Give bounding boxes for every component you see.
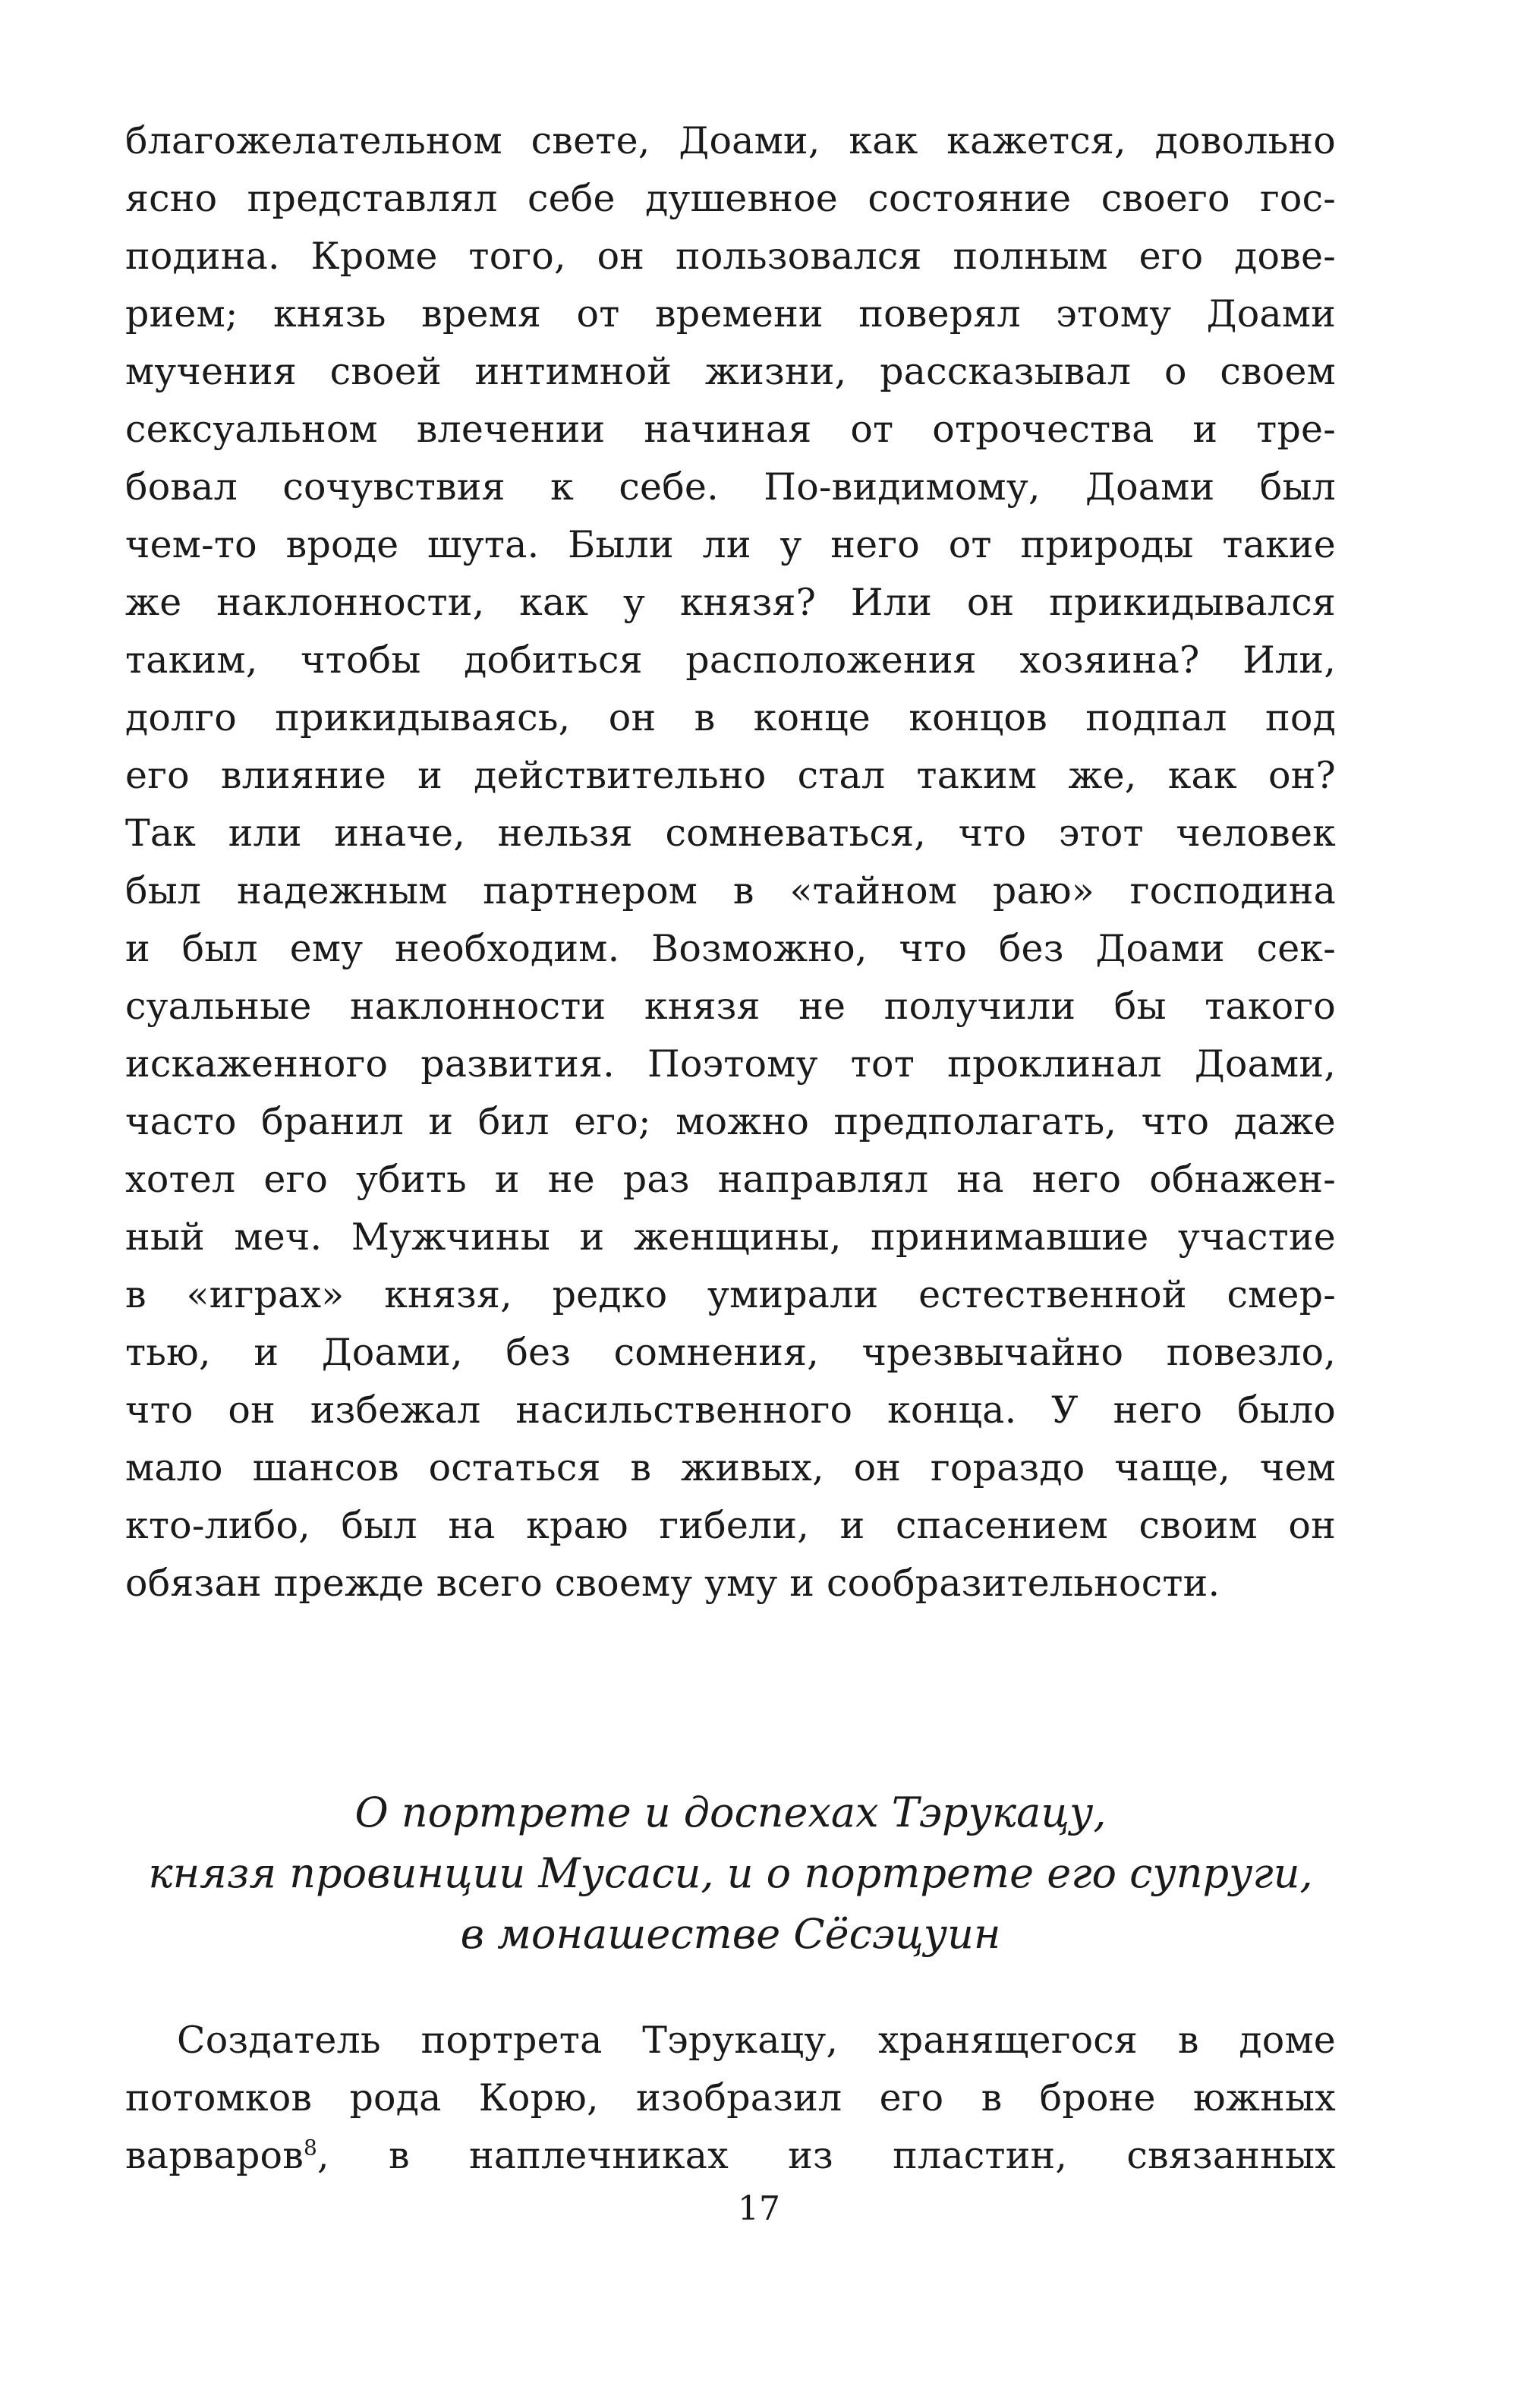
section-line: потомков рода Корю, изобразил его в броне южных bbox=[125, 2076, 1336, 2120]
section-heading bbox=[114, 1782, 1347, 1965]
paragraph-line: искаженного развития. Поэтому тот проклинал Доами, bbox=[125, 1042, 1336, 1086]
paragraph-line: и был ему необходим. Возможно, что без Доами сек- bbox=[125, 927, 1336, 970]
page-number: 17 bbox=[738, 2189, 780, 2228]
paragraph-line: его влияние и действительно стал таким же, как он? bbox=[125, 754, 1336, 797]
section-paragraph bbox=[125, 2012, 1336, 2185]
section-line-text: варваров bbox=[125, 2134, 304, 2177]
section-line: Создатель портрета Тэрукацу, хранящегося в доме bbox=[177, 2019, 1336, 2062]
paragraph-line: таким, чтобы добиться расположения хозяина? Или, bbox=[125, 638, 1336, 682]
footnote-marker: 8 bbox=[304, 2135, 318, 2161]
paragraph-line: мучения своей интимной жизни, рассказывал о своем bbox=[125, 350, 1336, 393]
section-heading-line: в монашестве Сёсэцуин bbox=[460, 1910, 1001, 1958]
section-line-text: , в наплечниках из пластин, связанных bbox=[317, 2134, 1336, 2177]
paragraph-line: благожелательном свете, Доами, как кажется, довольно bbox=[125, 119, 1336, 162]
paragraph-line: Так или иначе, нельзя сомневаться, что этот человек bbox=[125, 812, 1336, 855]
paragraph-line: ясно представлял себе душевное состояние своего гос- bbox=[125, 177, 1336, 220]
paragraph-line: рием; князь время от времени поверял этому Доами bbox=[125, 292, 1336, 336]
paragraph-line: кто-либо, был на краю гибели, и спасением своим он bbox=[125, 1504, 1336, 1547]
section-heading-line: О портрете и доспехах Тэрукацу, bbox=[354, 1789, 1107, 1836]
paragraph-line: бовал сочувствия к себе. По-видимому, Доами был bbox=[125, 465, 1336, 509]
paragraph bbox=[125, 112, 1336, 1612]
paragraph-line: суальные наклонности князя не получили бы такого bbox=[125, 985, 1336, 1028]
paragraph-line: обязан прежде всего своему уму и сообразительности. bbox=[125, 1562, 1220, 1605]
paragraph-line: в «играх» князя, редко умирали естественной смер- bbox=[125, 1273, 1336, 1316]
paragraph-line: чем-то вроде шута. Были ли у него от природы такие bbox=[125, 523, 1336, 566]
section-line-with-footnote bbox=[125, 2127, 1336, 2185]
section-heading-line: князя провинции Мусаси, и о портрете его супруги, bbox=[148, 1849, 1313, 1897]
paragraph-line: сексуальном влечении начиная от отрочества и тре- bbox=[125, 408, 1336, 451]
paragraph-line: ный меч. Мужчины и женщины, принимавшие участие bbox=[125, 1215, 1336, 1259]
paragraph-line: хотел его убить и не раз направлял на него обнажен- bbox=[125, 1158, 1336, 1201]
paragraph-line: мало шансов остаться в живых, он гораздо чаще, чем bbox=[125, 1446, 1336, 1489]
paragraph-line: долго прикидываясь, он в конце концов подпал под bbox=[125, 696, 1336, 739]
paragraph-line: был надежным партнером в «тайном раю» господина bbox=[125, 869, 1336, 912]
paragraph-line: что он избежал насильственного конца. У него было bbox=[125, 1388, 1336, 1432]
paragraph-line: часто бранил и бил его; можно предполагать, что даже bbox=[125, 1100, 1336, 1143]
paragraph-line: подина. Кроме того, он пользовался полным его дове- bbox=[125, 235, 1336, 278]
paragraph-line: же наклонности, как у князя? Или он прикидывался bbox=[125, 581, 1336, 624]
paragraph-line: тью, и Доами, без сомнения, чрезвычайно повезло, bbox=[125, 1331, 1336, 1374]
